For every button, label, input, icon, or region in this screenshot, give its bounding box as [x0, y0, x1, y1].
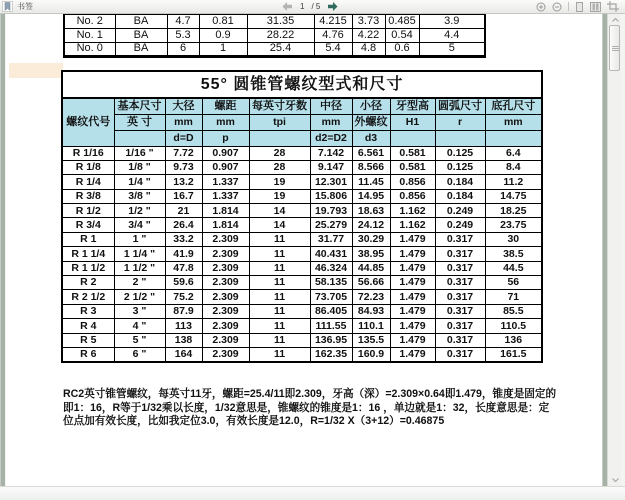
header-cell: d3	[352, 130, 390, 146]
table-row	[64, 28, 485, 42]
table-cell: 0.317	[435, 304, 485, 318]
header-cell	[390, 130, 435, 146]
table-cell: 6.561	[352, 146, 390, 160]
table-cell: 7.142	[310, 146, 352, 160]
table-cell: 28	[249, 146, 310, 160]
table-cell: 56.66	[352, 276, 390, 290]
toolbar-divider	[568, 2, 569, 11]
table-cell: 111.55	[310, 319, 352, 333]
table-cell: 0.125	[435, 160, 485, 174]
table-cell: R 1	[62, 232, 114, 246]
table-cell: R 1/2	[62, 204, 114, 218]
table-cell: 0.907	[202, 160, 249, 174]
table-cell: 1.479	[390, 319, 435, 333]
table-cell: 16.7	[165, 189, 202, 203]
table-cell: 26.4	[165, 218, 202, 232]
table-cell: 85.5	[485, 304, 542, 318]
table-cell: R 2 1/2	[62, 290, 114, 304]
header-cell: r	[435, 114, 485, 130]
table-cell: 0.317	[435, 347, 485, 361]
table-cell: 1.479	[390, 247, 435, 261]
table-cell: R 3/8	[62, 189, 114, 203]
table-cell: 15.806	[310, 189, 352, 203]
table-cell: 1.814	[202, 204, 249, 218]
table-cell: R 1 1/4	[62, 247, 114, 261]
header-cell: d2=D2	[310, 130, 352, 146]
table-cell: BA	[115, 28, 167, 42]
table-cell: 3/8 "	[114, 189, 165, 203]
scrollbar-down-button[interactable]	[608, 475, 622, 485]
document-viewport	[0, 14, 625, 486]
ba-thread-table-partial	[63, 13, 486, 58]
header-cell: p	[202, 130, 249, 146]
page-number-input[interactable]: 1	[300, 2, 305, 11]
table-cell: 0.317	[435, 232, 485, 246]
zoom-in-icon	[536, 2, 546, 12]
prev-page-button[interactable]	[282, 2, 293, 11]
table-cell: 19.793	[310, 204, 352, 218]
page-edge-left	[0, 14, 5, 486]
header-cell: 小径	[352, 98, 390, 114]
table-cell: 1.162	[390, 204, 435, 218]
table-cell: 3/4 "	[114, 218, 165, 232]
table-cell: 58.135	[310, 276, 352, 290]
header-cell	[435, 130, 485, 146]
chevron-down-icon	[612, 478, 619, 482]
header-cell: tpi	[249, 114, 310, 130]
table-cell: 7.72	[165, 146, 202, 160]
table-cell: 1 "	[114, 232, 165, 246]
table-cell: 0.81	[199, 14, 247, 28]
table-row	[62, 232, 542, 246]
table-cell: 11	[249, 304, 310, 318]
table-cell: 1.479	[390, 261, 435, 275]
table-cell: 25.4	[247, 42, 314, 56]
table-cell: 2.309	[202, 333, 249, 347]
table-cell: 33.2	[165, 232, 202, 246]
table-cell: BA	[115, 42, 167, 56]
scrollbar-track[interactable]	[607, 14, 621, 486]
table-cell: 4.7	[167, 14, 199, 28]
table-cell: No. 2	[64, 14, 115, 28]
table-cell: 2.309	[202, 347, 249, 361]
table-cell: 11	[249, 319, 310, 333]
zoom-out-icon	[552, 2, 562, 12]
table-cell: 28	[249, 160, 310, 174]
status-bar	[0, 486, 625, 500]
table-cell: BA	[115, 14, 167, 28]
next-page-button[interactable]	[327, 2, 338, 11]
table-cell: R 5	[62, 333, 114, 347]
table-cell: 11.2	[485, 175, 542, 189]
header-row	[62, 130, 542, 146]
note-line: RC2英寸锥管螺纹，每英寸11牙，螺距=25.4/11即2.309，牙高（深）=2.309×0.64即1.479，锥度是固定的	[63, 388, 557, 400]
table-cell: No. 0	[64, 42, 115, 56]
table-cell: R 4	[62, 319, 114, 333]
table-cell: 1 1/4 "	[114, 247, 165, 261]
table-cell: 1/2 "	[114, 204, 165, 218]
zoom-out-button[interactable]	[552, 2, 562, 12]
bookmarks-label: 书签	[17, 2, 33, 11]
table-cell: 1.814	[202, 218, 249, 232]
table-cell: 2 1/2 "	[114, 290, 165, 304]
table-cell: 3.9	[419, 14, 485, 28]
single-page-icon	[575, 2, 584, 12]
header-cell: 牙型高	[390, 98, 435, 114]
table-cell: 1/4 "	[114, 175, 165, 189]
table-cell: 2.309	[202, 304, 249, 318]
table-cell: R 1/4	[62, 175, 114, 189]
table-cell: 0.485	[385, 14, 419, 28]
header-cell: 中径	[310, 98, 352, 114]
table-cell: No. 1	[64, 28, 115, 42]
header-row	[62, 114, 542, 130]
table-cell: 162.35	[310, 347, 352, 361]
table-cell: 0.317	[435, 276, 485, 290]
table-cell: 11	[249, 333, 310, 347]
header-cell: H1	[390, 114, 435, 130]
crop-frame-icon	[607, 1, 619, 12]
table-cell: 1/8 "	[114, 160, 165, 174]
table-cell: 1/16 "	[114, 146, 165, 160]
table-cell: 11	[249, 276, 310, 290]
table-cell: 1.479	[390, 347, 435, 361]
note-text	[63, 388, 598, 429]
table-cell: 31.77	[310, 232, 352, 246]
table-cell: 30.29	[352, 232, 390, 246]
table-cell: 40.431	[310, 247, 352, 261]
table-row	[62, 247, 542, 261]
table-cell: R 1/8	[62, 160, 114, 174]
table-cell: 4 "	[114, 319, 165, 333]
table-cell: R 3	[62, 304, 114, 318]
header-cell	[114, 130, 165, 146]
table-cell: 73.705	[310, 290, 352, 304]
table-cell: 11	[249, 261, 310, 275]
table-cell: 1.162	[390, 218, 435, 232]
table-cell: 2.309	[202, 276, 249, 290]
header-cell: d=D	[165, 130, 202, 146]
table-cell: 72.23	[352, 290, 390, 304]
table-cell: 1.479	[390, 290, 435, 304]
table-cell: 110.1	[352, 319, 390, 333]
table-cell: 9.73	[165, 160, 202, 174]
table-cell: 0.581	[390, 160, 435, 174]
table-cell: 84.93	[352, 304, 390, 318]
table-row	[62, 333, 542, 347]
table-cell: 71	[485, 290, 542, 304]
fit-page-button[interactable]	[607, 1, 619, 12]
table-cell: 160.9	[352, 347, 390, 361]
table-cell: 44.5	[485, 261, 542, 275]
table-title: 55° 圆锥管螺纹型式和尺寸	[62, 71, 542, 98]
table-cell: 4.76	[314, 28, 352, 42]
table-cell: 138	[165, 333, 202, 347]
table-cell: 3 "	[114, 304, 165, 318]
table-cell: 59.6	[165, 276, 202, 290]
table-cell: 24.12	[352, 218, 390, 232]
table-cell: 38.5	[485, 247, 542, 261]
table-row	[62, 189, 542, 203]
facing-pages-icon	[590, 2, 601, 12]
table-cell: 2.309	[202, 247, 249, 261]
table-cell: R 3/4	[62, 218, 114, 232]
table-cell: 1.337	[202, 189, 249, 203]
table-cell: 56	[485, 276, 542, 290]
table-cell: 0.317	[435, 290, 485, 304]
table-cell: 5.3	[167, 28, 199, 42]
table-cell: 2.309	[202, 319, 249, 333]
table-cell: 11	[249, 232, 310, 246]
bookmarks-button[interactable]	[2, 1, 13, 12]
table-cell: 1	[199, 42, 247, 56]
table-cell: 6 "	[114, 347, 165, 361]
table-cell: 19	[249, 189, 310, 203]
table-cell: 135.5	[352, 333, 390, 347]
table-cell: 14	[249, 204, 310, 218]
table-cell: 11.45	[352, 175, 390, 189]
table-row	[62, 261, 542, 275]
table-cell: 14.95	[352, 189, 390, 203]
table-cell: 110.5	[485, 319, 542, 333]
scrollbar-thumb[interactable]	[609, 25, 620, 71]
header-cell: 底孔尺寸	[485, 98, 542, 114]
table-cell: 25.279	[310, 218, 352, 232]
highlight-mark	[9, 63, 63, 78]
table-cell: 14	[249, 218, 310, 232]
table-cell: 0.249	[435, 218, 485, 232]
header-cell: mm	[202, 114, 249, 130]
table-cell: 0.6	[385, 42, 419, 56]
scrollbar-grip	[612, 46, 619, 52]
toolbar-right	[536, 1, 619, 12]
bookmark-icon	[3, 2, 12, 11]
facing-pages-view-button[interactable]	[590, 2, 601, 12]
header-cell: mm	[485, 114, 542, 130]
table-cell: 1 1/2 "	[114, 261, 165, 275]
table-row	[62, 204, 542, 218]
table-cell: 5.4	[314, 42, 352, 56]
table-cell: R 2	[62, 276, 114, 290]
chevron-up-icon	[612, 18, 619, 22]
table-cell: 0.125	[435, 146, 485, 160]
table-cell: 1.337	[202, 175, 249, 189]
document-page	[6, 14, 602, 486]
table-cell: 3.73	[352, 14, 385, 28]
table-cell: 41.9	[165, 247, 202, 261]
table-cell: 1.479	[390, 333, 435, 347]
table-cell: 23.75	[485, 218, 542, 232]
header-cell	[249, 130, 310, 146]
table-cell: 1.479	[390, 232, 435, 246]
table-row	[62, 347, 542, 361]
table-cell: 2 "	[114, 276, 165, 290]
table-cell: 0.856	[390, 189, 435, 203]
table-cell: 28.22	[247, 28, 314, 42]
header-cell: mm	[310, 114, 352, 130]
table-cell: R 1/16	[62, 146, 114, 160]
toolbar-left	[2, 1, 33, 12]
table-cell: 21	[165, 204, 202, 218]
table-cell: 44.85	[352, 261, 390, 275]
table-cell: 0.317	[435, 261, 485, 275]
table-cell: 4.215	[314, 14, 352, 28]
table-row	[62, 160, 542, 174]
toolbar	[0, 0, 625, 14]
table-cell: 8.566	[352, 160, 390, 174]
page-navigation	[282, 1, 338, 12]
table-row	[62, 146, 542, 160]
scrollbar-up-button[interactable]	[608, 15, 622, 25]
table-header	[62, 98, 542, 146]
header-cell	[485, 130, 542, 146]
table-cell: 11	[249, 247, 310, 261]
header-cell: 外螺纹	[352, 114, 390, 130]
table-cell: 2.309	[202, 290, 249, 304]
note-line: 位点加有效长度，比如我定位3.0，有效长度是12.0，R=1/32 X（3+12）=0.46875	[63, 415, 445, 427]
table-cell: 9.147	[310, 160, 352, 174]
table-cell: 0.249	[435, 204, 485, 218]
table-cell: 0.9	[199, 28, 247, 42]
table-cell: 0.54	[385, 28, 419, 42]
table-cell: 1.479	[390, 304, 435, 318]
header-cell: 英 寸	[114, 114, 165, 130]
table-cell: 75.2	[165, 290, 202, 304]
table-cell: 0.317	[435, 247, 485, 261]
table-cell: R 1 1/2	[62, 261, 114, 275]
table-cell: 31.35	[247, 14, 314, 28]
single-page-view-button[interactable]	[575, 2, 584, 12]
table-row	[62, 319, 542, 333]
table-cell: 0.317	[435, 319, 485, 333]
header-cell: 圆弧尺寸	[435, 98, 485, 114]
table-cell: 30	[485, 232, 542, 246]
header-row	[62, 98, 542, 114]
header-cell: 基本尺寸	[114, 98, 165, 114]
table-cell: 11	[249, 347, 310, 361]
zoom-in-button[interactable]	[536, 2, 546, 12]
table-cell: 0.184	[435, 189, 485, 203]
page-total-label: / 5	[311, 2, 321, 11]
table-cell: 8.4	[485, 160, 542, 174]
header-cell: 螺纹代号	[62, 98, 114, 146]
header-cell: mm	[165, 114, 202, 130]
table-cell: 4.4	[419, 28, 485, 42]
table-cell: 6	[167, 42, 199, 56]
table-cell: 18.63	[352, 204, 390, 218]
table-cell: 0.907	[202, 146, 249, 160]
table-row	[62, 276, 542, 290]
table-cell: 4.22	[352, 28, 385, 42]
table-row	[64, 42, 485, 56]
note-line: 即1：16，R等于1/32乘以长度，1/32意思是，锥螺纹的锥度是1：16 ，单边就是1：32，长度意思是：定	[63, 401, 550, 414]
table-row	[62, 304, 542, 318]
table-cell: 136.95	[310, 333, 352, 347]
table-row	[62, 218, 542, 232]
table-row	[62, 290, 542, 304]
table-cell: 0.184	[435, 175, 485, 189]
table-cell: 2.309	[202, 261, 249, 275]
table-cell: 11	[249, 290, 310, 304]
table-cell: 12.301	[310, 175, 352, 189]
table-row	[62, 175, 542, 189]
table-cell: R 6	[62, 347, 114, 361]
table-cell: 0.581	[390, 146, 435, 160]
table-row	[64, 14, 485, 28]
table-cell: 46.324	[310, 261, 352, 275]
taper-pipe-thread-table	[61, 70, 543, 363]
table-cell: 86.405	[310, 304, 352, 318]
table-cell: 0.856	[390, 175, 435, 189]
table-cell: 19	[249, 175, 310, 189]
table-cell: 5 "	[114, 333, 165, 347]
table-cell: 0.317	[435, 333, 485, 347]
header-cell: 螺距	[202, 98, 249, 114]
header-cell: 每英寸牙数	[249, 98, 310, 114]
table-cell: 4.8	[352, 42, 385, 56]
table-cell: 47.8	[165, 261, 202, 275]
table-cell: 18.25	[485, 204, 542, 218]
table-cell: 87.9	[165, 304, 202, 318]
table-cell: 5	[419, 42, 485, 56]
table-cell: 164	[165, 347, 202, 361]
table-cell: 2.309	[202, 232, 249, 246]
table-cell: 136	[485, 333, 542, 347]
table-cell: 38.95	[352, 247, 390, 261]
table-cell: 6.4	[485, 146, 542, 160]
table-cell: 113	[165, 319, 202, 333]
table-title-row	[62, 71, 542, 98]
table-cell: 1.479	[390, 276, 435, 290]
header-cell: 大径	[165, 98, 202, 114]
table-cell: 14.75	[485, 189, 542, 203]
table-cell: 13.2	[165, 175, 202, 189]
table-cell: 161.5	[485, 347, 542, 361]
